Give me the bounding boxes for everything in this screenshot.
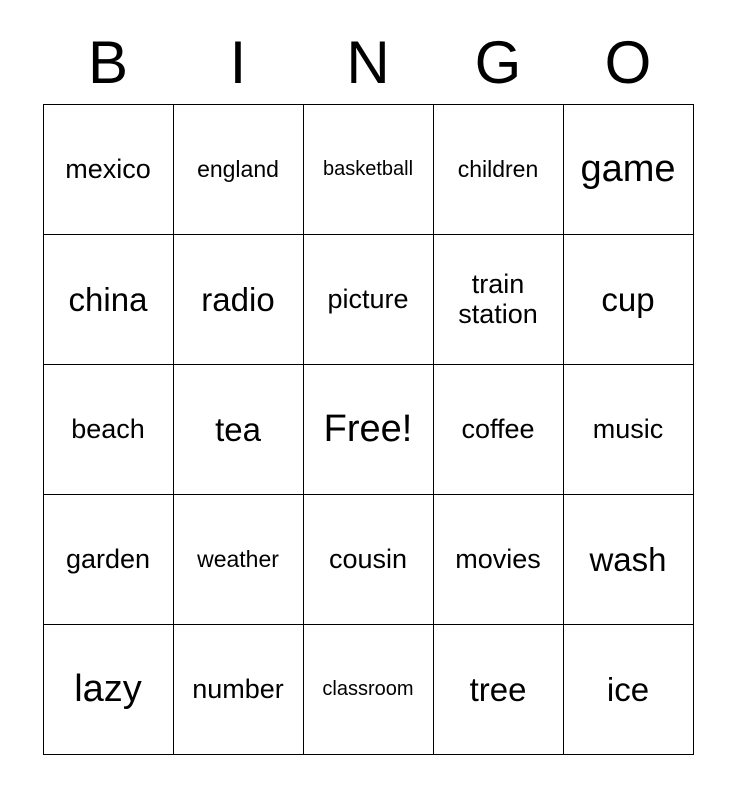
bingo-row (43, 105, 693, 235)
bingo-header-letter-n: N (346, 29, 390, 96)
bingo-cell[interactable]: wash (563, 495, 693, 625)
bingo-header-letter-b: B (87, 29, 129, 96)
bingo-row (43, 235, 693, 365)
bingo-cell[interactable]: cup (563, 235, 693, 365)
bingo-cell[interactable]: weather (173, 495, 303, 625)
bingo-cell[interactable]: music (563, 365, 693, 495)
bingo-header (43, 0, 693, 96)
bingo-cell[interactable]: lazy (43, 625, 173, 755)
bingo-row (43, 365, 693, 495)
bingo-cell[interactable]: mexico (43, 105, 173, 235)
bingo-cell[interactable]: garden (43, 495, 173, 625)
bingo-row (43, 625, 693, 755)
bingo-cell[interactable]: china (43, 235, 173, 365)
bingo-cell-free[interactable]: Free! (303, 365, 433, 495)
bingo-cell[interactable]: children (433, 105, 563, 235)
bingo-grid (43, 104, 694, 755)
bingo-cell[interactable]: ice (563, 625, 693, 755)
bingo-cell[interactable]: england (173, 105, 303, 235)
bingo-header-letter-i: I (229, 29, 247, 96)
bingo-cell[interactable]: picture (303, 235, 433, 365)
bingo-header-letter-g: G (474, 29, 522, 96)
bingo-cell[interactable]: cousin (303, 495, 433, 625)
bingo-cell[interactable]: beach (43, 365, 173, 495)
bingo-cell[interactable]: movies (433, 495, 563, 625)
bingo-row (43, 495, 693, 625)
bingo-cell[interactable]: classroom (303, 625, 433, 755)
bingo-cell[interactable]: train station (433, 235, 563, 365)
bingo-cell[interactable]: number (173, 625, 303, 755)
bingo-cell[interactable]: tea (173, 365, 303, 495)
bingo-cell[interactable]: coffee (433, 365, 563, 495)
bingo-cell[interactable]: game (563, 105, 693, 235)
bingo-cell[interactable]: radio (173, 235, 303, 365)
bingo-cell[interactable]: tree (433, 625, 563, 755)
bingo-cell[interactable]: basketball (303, 105, 433, 235)
bingo-header-letter-o: O (604, 29, 652, 96)
